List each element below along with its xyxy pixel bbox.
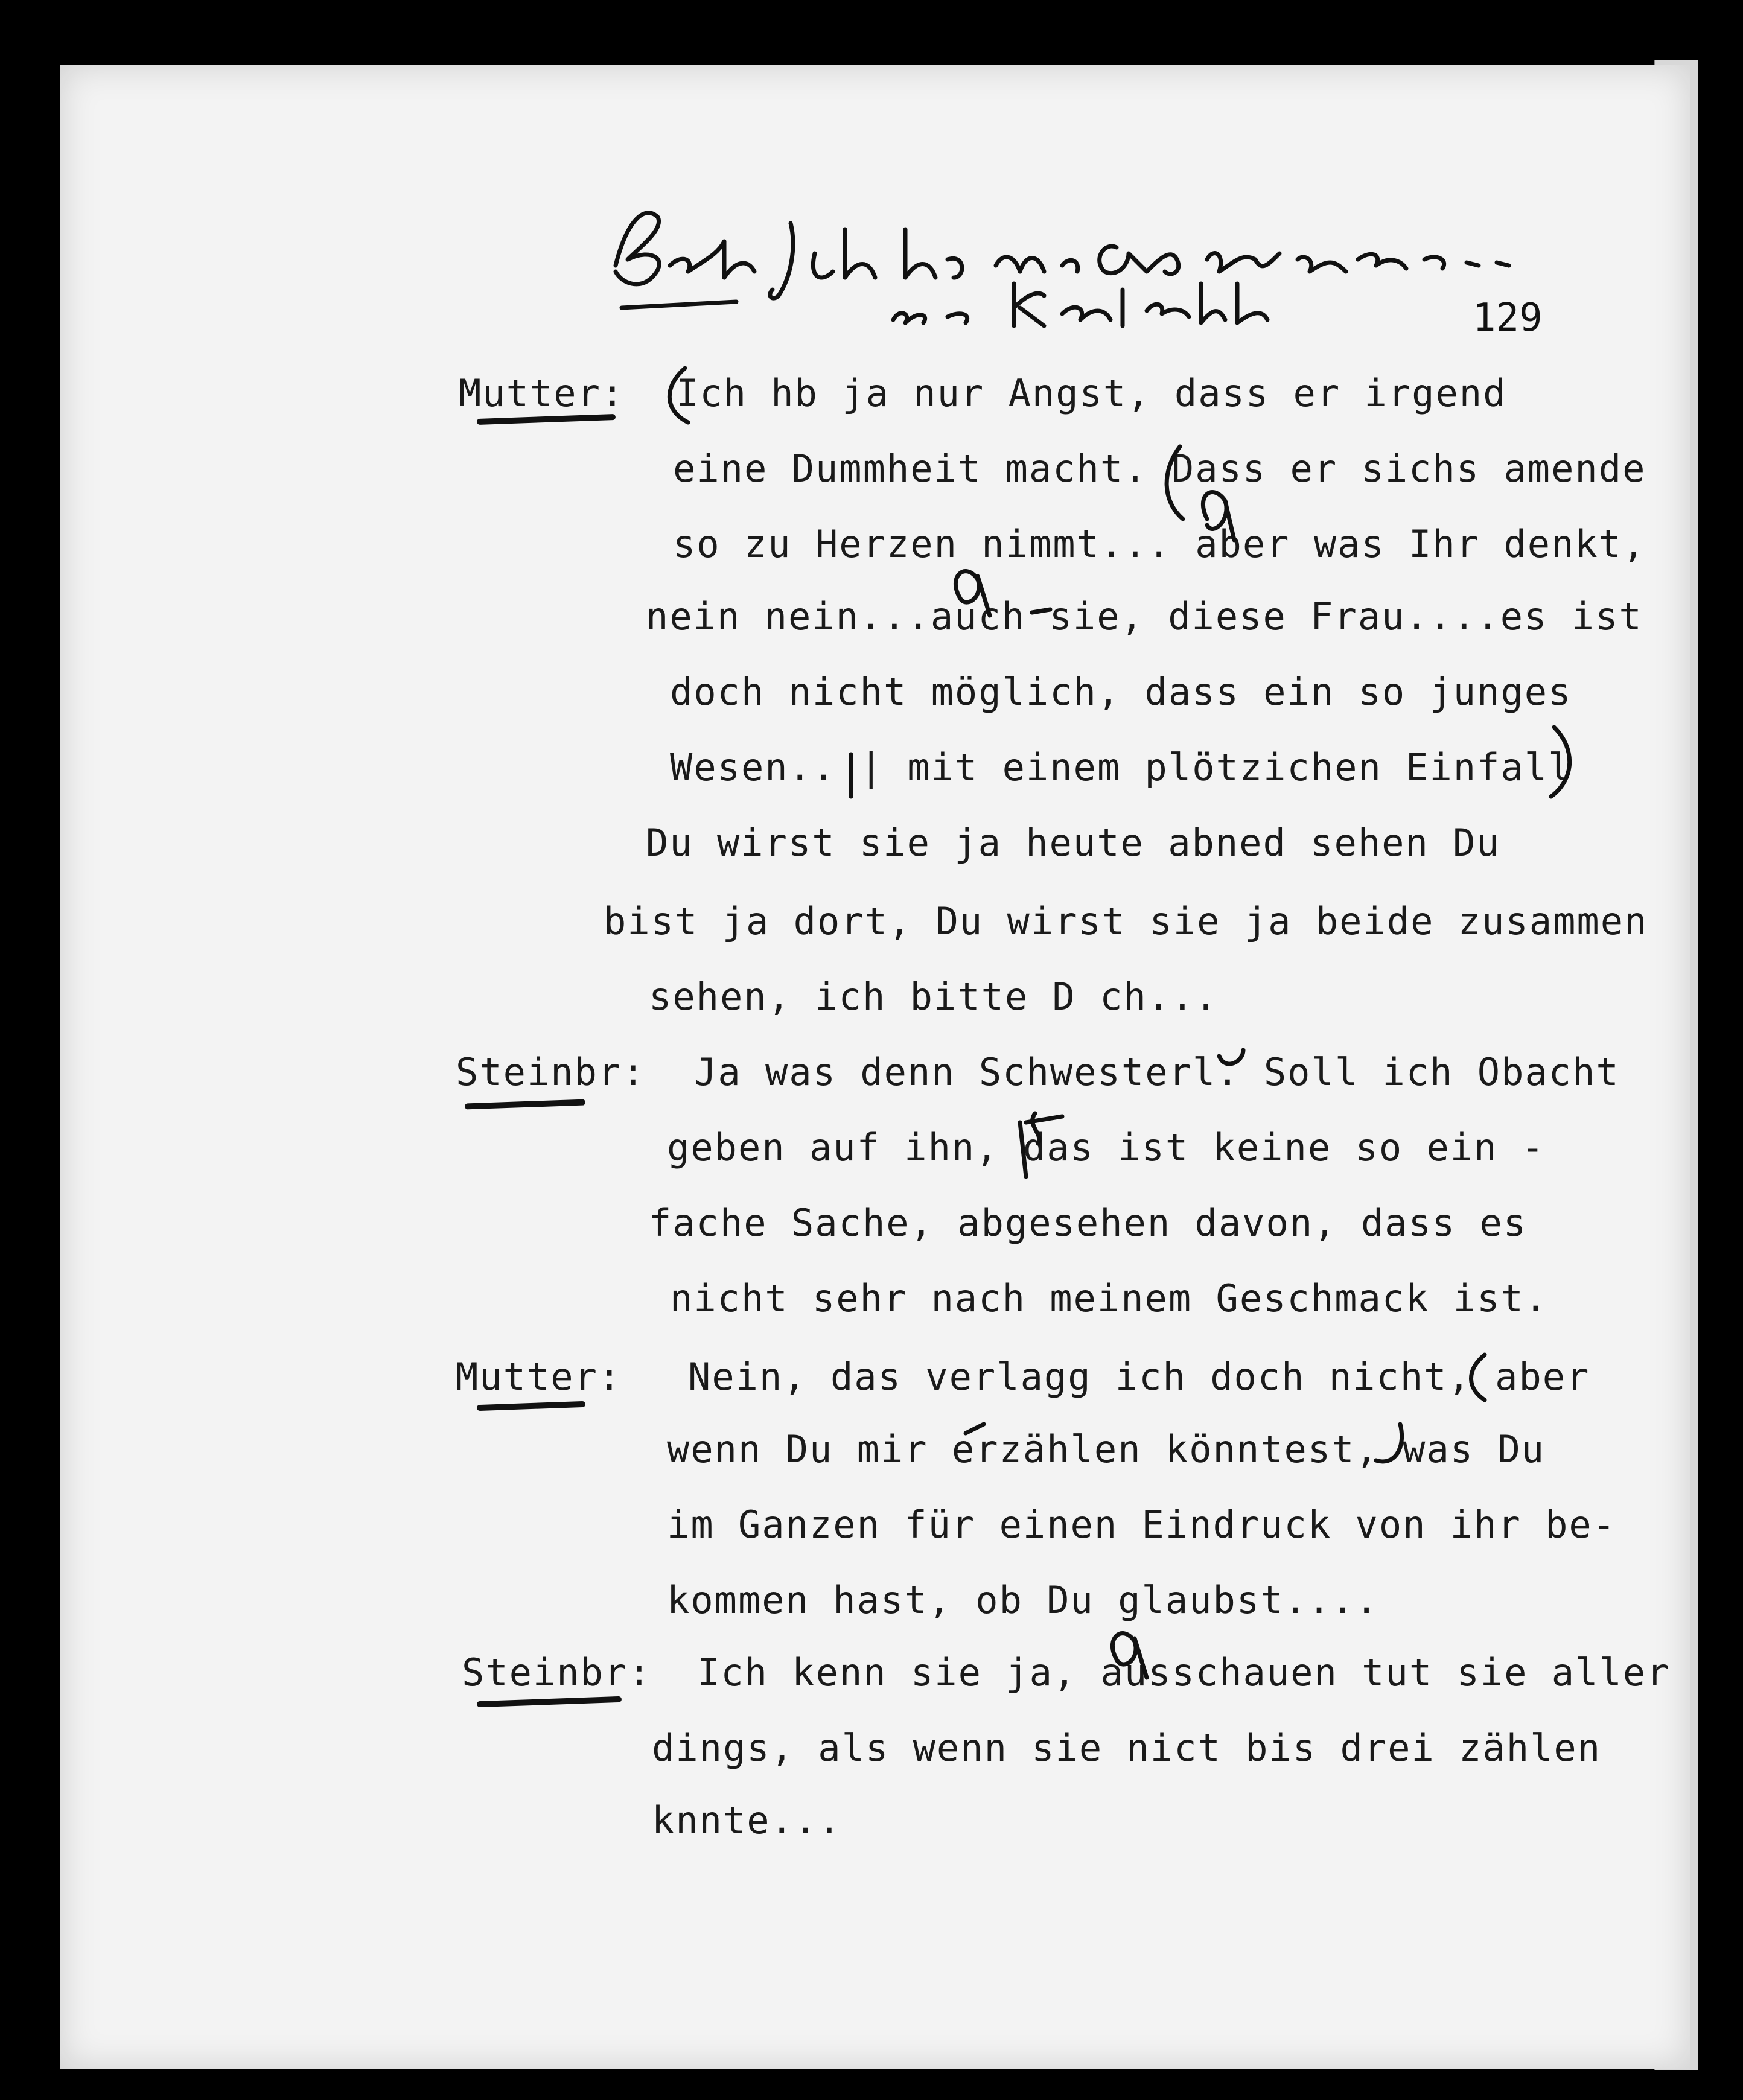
dialogue-line: geben auf ihn, das ist keine so ein -	[667, 1125, 1546, 1169]
dialogue-line: bist ja dort, Du wirst sie ja beide zusammen	[604, 899, 1648, 943]
dialogue-line: Du wirst sie ja heute abned sehen Du	[646, 821, 1500, 865]
dialogue-line: Nein, das verlagg ich doch nicht, aber	[688, 1355, 1590, 1399]
handwritten-note	[604, 193, 1581, 332]
dialogue-line: nein nein...auch sie, diese Frau....es ist	[646, 594, 1643, 638]
page-number: 129	[1473, 296, 1543, 340]
dialogue-line: wenn Du mir erzählen könntest, was Du	[667, 1427, 1546, 1471]
dialogue-line: Wesen.. | mit einem plötzichen Einfall	[670, 745, 1572, 789]
dialogue-line: Ich hb ja nur Angst, dass er irgend	[676, 371, 1507, 415]
dialogue-line: Ich kenn sie ja, ausschauen tut sie aller	[697, 1650, 1671, 1694]
dialogue-line: Ja was denn Schwesterl. Soll ich Obacht	[694, 1050, 1620, 1094]
speaker-label: Mutter:	[459, 371, 625, 415]
dialogue-line: knnte...	[652, 1798, 842, 1842]
dialogue-line: fache Sache, abgesehen davon, dass es	[649, 1201, 1528, 1245]
speaker-label: Mutter:	[456, 1355, 622, 1399]
dialogue-line: doch nicht möglich, dass ein so junges	[670, 670, 1572, 714]
dialogue-line: kommen hast, ob Du glaubst....	[667, 1578, 1379, 1622]
dialogue-line: sehen, ich bitte D ch...	[649, 975, 1219, 1019]
handwriting-scribble	[604, 193, 1581, 332]
dialogue-line: so zu Herzen nimmt... aber was Ihr denkt,	[673, 522, 1646, 566]
dialogue-line: eine Dummheit macht. Dass er sichs amende	[673, 447, 1646, 491]
dialogue-line: nicht sehr nach meinem Geschmack ist.	[670, 1276, 1549, 1320]
dialogue-line: dings, als wenn sie nict bis drei zählen	[652, 1726, 1602, 1770]
speaker-label: Steinbr:	[456, 1050, 646, 1094]
speaker-label: Steinbr:	[462, 1650, 652, 1694]
dialogue-line: im Ganzen für einen Eindruck von ihr be-	[667, 1503, 1617, 1547]
